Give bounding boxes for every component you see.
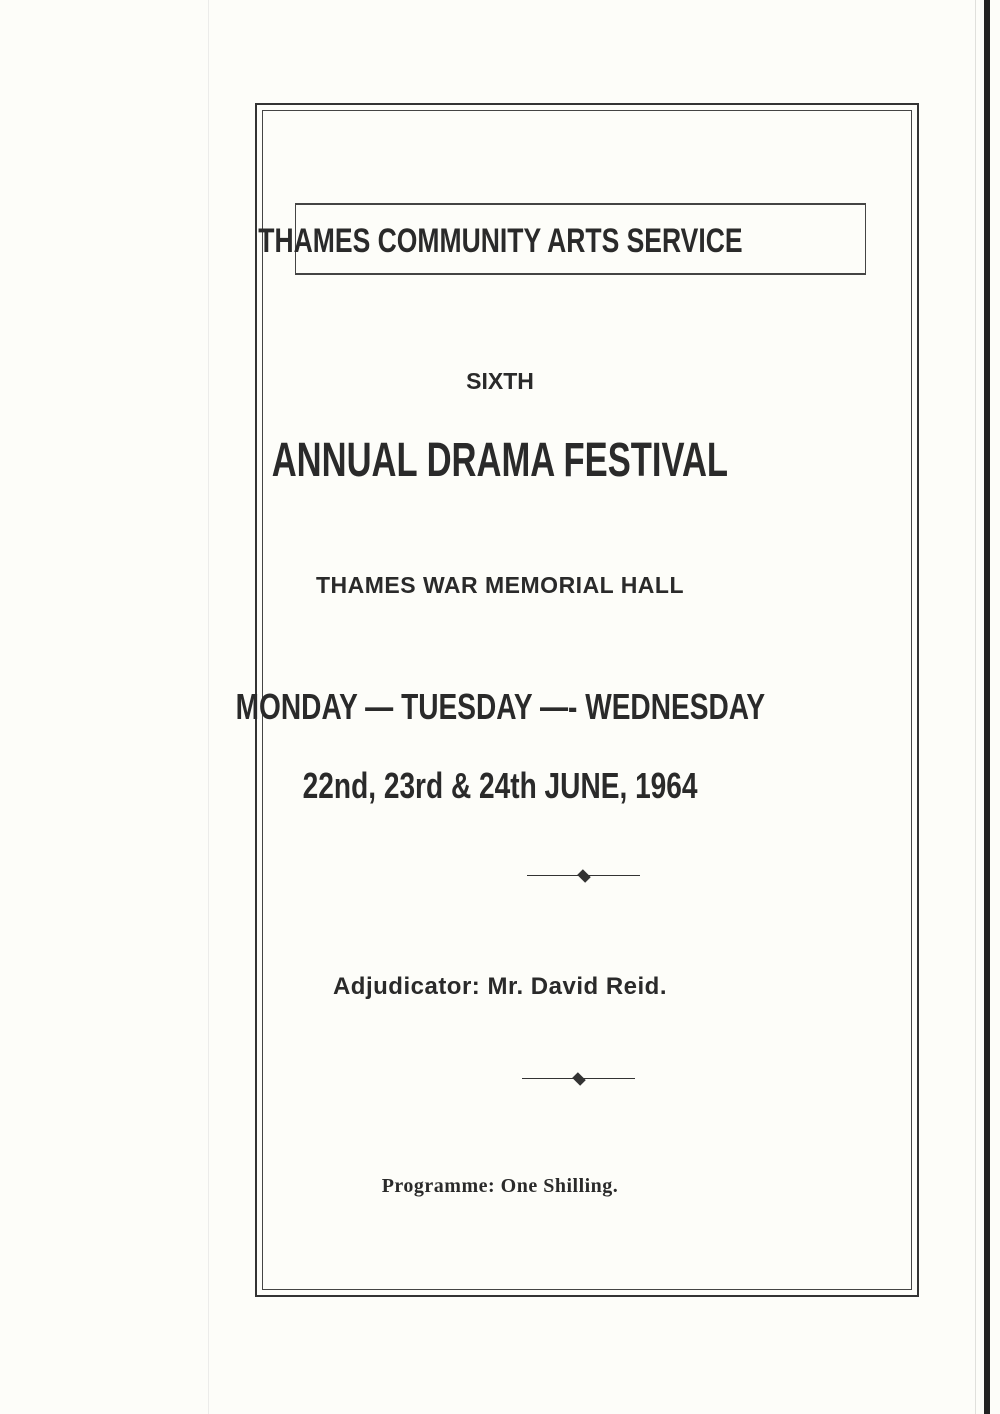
festival-dates xyxy=(0,765,1000,807)
organisation-text: THAMES COMMUNITY ARTS SERVICE xyxy=(257,222,743,260)
organisation-title xyxy=(0,222,1000,261)
venue-text: THAMES WAR MEMORIAL HALL xyxy=(315,572,685,598)
ordinal-text: SIXTH xyxy=(466,368,534,394)
venue xyxy=(0,572,1000,599)
ornament-divider xyxy=(527,871,640,881)
ornament-divider xyxy=(522,1074,635,1084)
festival-days xyxy=(0,686,1000,728)
event-text: ANNUAL DRAMA FESTIVAL xyxy=(271,434,729,487)
price-text: Programme: One Shilling. xyxy=(381,1175,619,1197)
programme-price xyxy=(0,1175,1000,1198)
adjudicator-text: Adjudicator: Mr. David Reid. xyxy=(332,973,668,1000)
event-title xyxy=(0,433,1000,488)
dates-text: 22nd, 23rd & 24th JUNE, 1964 xyxy=(302,765,698,806)
days-text: MONDAY — TUESDAY —- WEDNESDAY xyxy=(235,686,765,727)
adjudicator xyxy=(0,973,1000,1001)
ordinal-heading xyxy=(0,368,1000,395)
